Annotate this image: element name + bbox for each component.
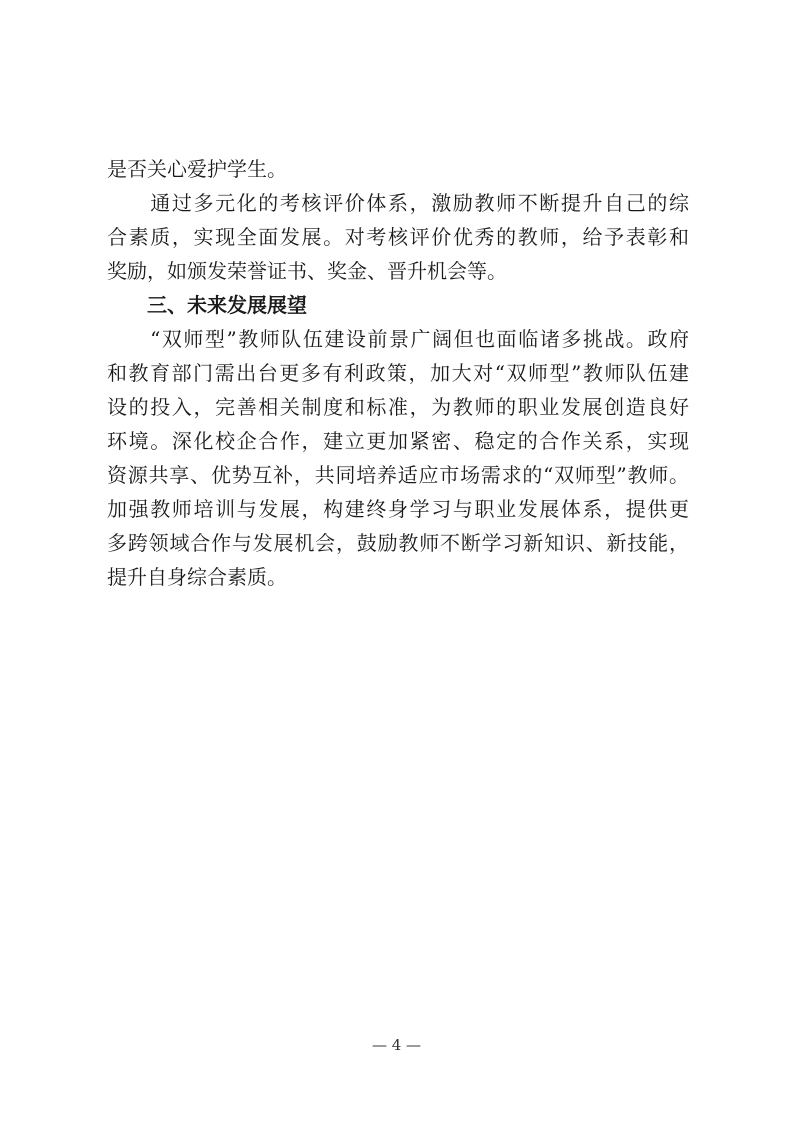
paragraph-line: “双师型”教师队伍建设前景广阔但也面临诸多挑战。政府 bbox=[107, 327, 689, 351]
paragraph-line: 是否关心爱护学生。 bbox=[107, 157, 287, 181]
document-body bbox=[107, 152, 689, 594]
paragraph-line: 资源共享、优势互补，共同培养适应市场需求的“双师型”教师。 bbox=[107, 463, 689, 487]
paragraph-line: 奖励，如颁发荣誉证书、奖金、晋升机会等。 bbox=[107, 259, 507, 283]
paragraph-line: 环境。深化校企合作，建立更加紧密、稳定的合作关系，实现 bbox=[107, 429, 689, 453]
paragraph-line: 多跨领域合作与发展机会，鼓励教师不断学习新知识、新技能， bbox=[107, 531, 689, 555]
paragraph-line: 提升自身综合素质。 bbox=[107, 565, 287, 589]
paragraph-line: 和教育部门需出台更多有利政策，加大对“双师型”教师队伍建 bbox=[107, 361, 689, 385]
paragraph-line: 加强教师培训与发展，构建终身学习与职业发展体系，提供更 bbox=[107, 497, 689, 521]
section-heading: 三、未来发展展望 bbox=[147, 293, 307, 317]
paragraph-line: 合素质，实现全面发展。对考核评价优秀的教师，给予表彰和 bbox=[107, 225, 689, 249]
paragraph-line: 通过多元化的考核评价体系，激励教师不断提升自己的综 bbox=[107, 191, 689, 215]
paragraph-line: 设的投入，完善相关制度和标准，为教师的职业发展创造良好 bbox=[107, 395, 689, 419]
page-number: — 4 — bbox=[371, 1036, 422, 1054]
